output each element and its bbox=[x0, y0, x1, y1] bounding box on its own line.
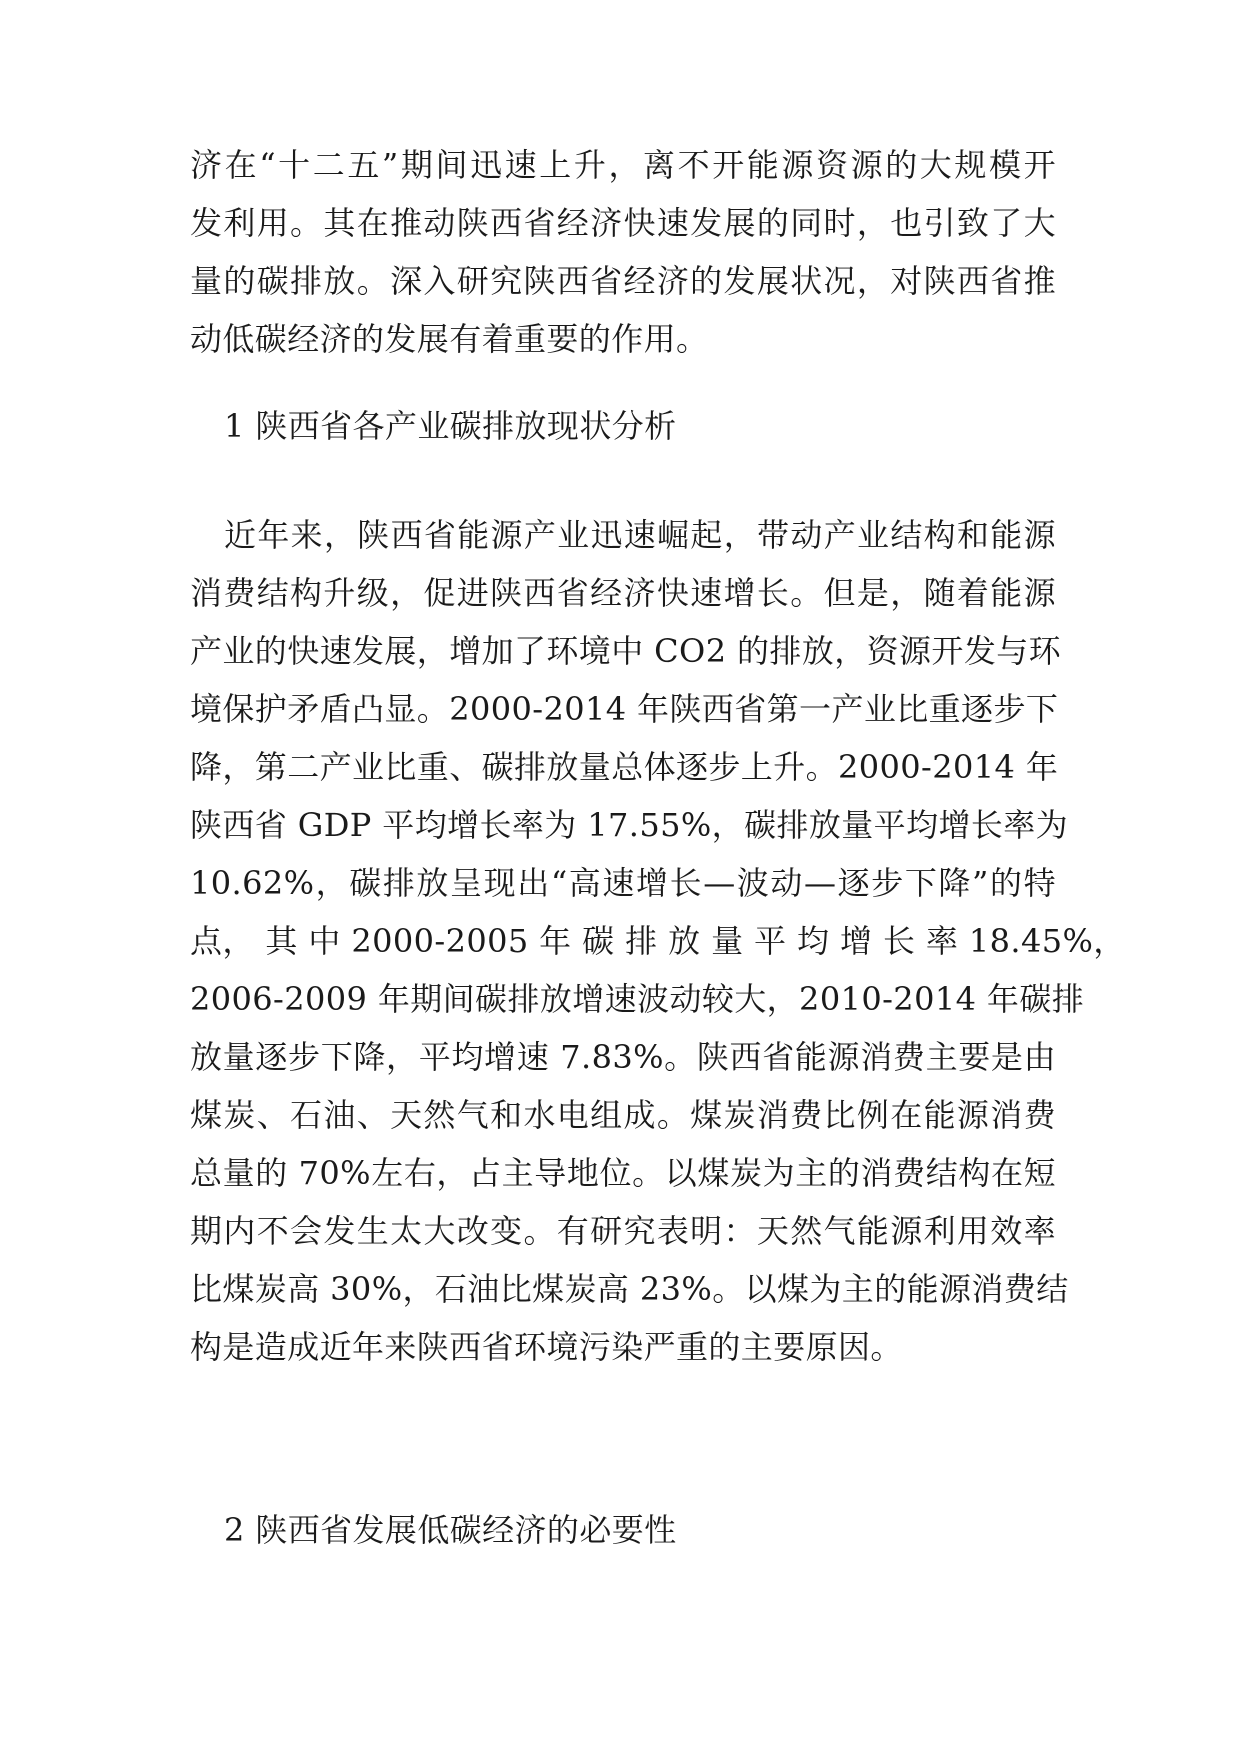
text-line: 陕西省 GDP 平均增长率为 17.55%，碳排放量平均增长率为 bbox=[190, 806, 1069, 844]
paragraph-intro-continued bbox=[190, 136, 1056, 368]
text-line: 2006-2009 年期间碳排放增速波动较大，2010-2014 年碳排 bbox=[190, 980, 1085, 1018]
text-line: 境保护矛盾凸显。2000-2014 年陕西省第一产业比重逐步下 bbox=[190, 690, 1059, 728]
text-line: 近年来，陕西省能源产业迅速崛起，带动产业结构和能源 bbox=[224, 516, 1056, 554]
text-line: 济在“十二五”期间迅速上升，离不开能源资源的大规模开 bbox=[190, 146, 1056, 184]
section-heading-1: 1 陕西省各产业碳排放现状分析 bbox=[224, 407, 677, 445]
text-line: 比煤炭高 30%，石油比煤炭高 23%。以煤为主的能源消费结 bbox=[190, 1270, 1069, 1308]
text-line: 期内不会发生太大改变。有研究表明：天然气能源利用效率 bbox=[190, 1212, 1056, 1250]
paragraph-section-1 bbox=[190, 506, 1126, 1376]
text-line: 量的碳排放。深入研究陕西省经济的发展状况，对陕西省推 bbox=[190, 262, 1056, 300]
text-line: 点， 其 中 2000-2005 年 碳 排 放 量 平 均 增 长 率 18.45%， bbox=[190, 922, 1126, 960]
text-line: 降，第二产业比重、碳排放量总体逐步上升。2000-2014 年 bbox=[190, 748, 1059, 786]
text-line: 总量的 70%左右，占主导地位。以煤炭为主的消费结构在短 bbox=[190, 1154, 1056, 1192]
text-line: 产业的快速发展，增加了环境中 CO2 的排放，资源开发与环 bbox=[190, 632, 1062, 670]
text-line: 消费结构升级，促进陕西省经济快速增长。但是，随着能源 bbox=[190, 574, 1056, 612]
text-line: 10.62%，碳排放呈现出“高速增长—波动—逐步下降”的特 bbox=[190, 864, 1056, 902]
text-line: 发利用。其在推动陕西省经济快速发展的同时，也引致了大 bbox=[190, 204, 1056, 242]
text-line: 煤炭、石油、天然气和水电组成。煤炭消费比例在能源消费 bbox=[190, 1096, 1056, 1134]
text-line: 构是造成近年来陕西省环境污染严重的主要原因。 bbox=[190, 1328, 903, 1366]
section-heading-2: 2 陕西省发展低碳经济的必要性 bbox=[224, 1511, 677, 1549]
text-line: 放量逐步下降，平均增速 7.83%。陕西省能源消费主要是由 bbox=[190, 1038, 1056, 1076]
text-line: 动低碳经济的发展有着重要的作用。 bbox=[190, 320, 709, 358]
